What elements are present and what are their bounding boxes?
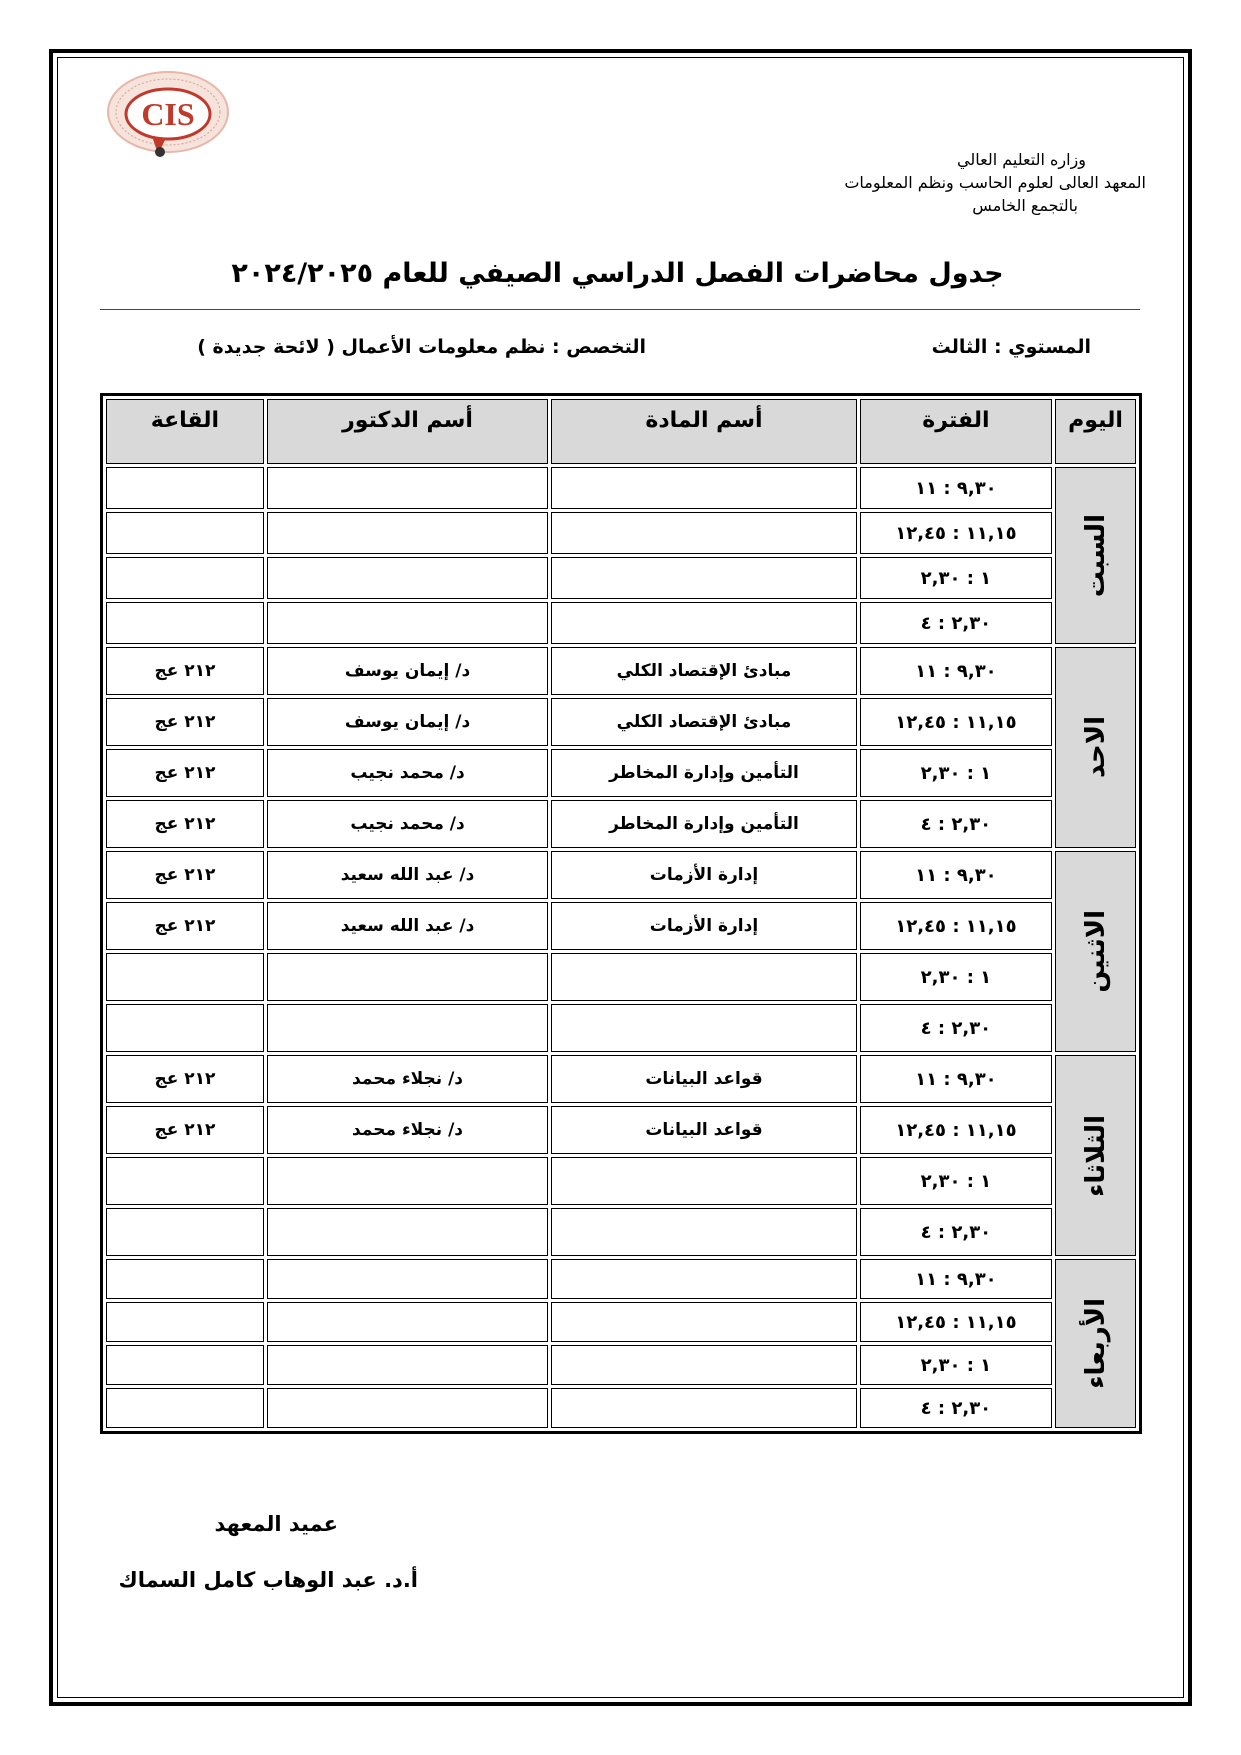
- period-cell: ١ : ٢,٣٠: [860, 1345, 1052, 1385]
- subject-cell: [551, 953, 857, 1001]
- room-cell: [106, 1004, 264, 1052]
- table-row: [106, 1388, 1136, 1428]
- doctor-cell: [267, 1259, 548, 1299]
- subject-cell: [551, 1388, 857, 1428]
- subject-cell: التأمين وإدارة المخاطر: [551, 749, 857, 797]
- room-cell: ٢١٢ عج: [106, 1106, 264, 1154]
- table-row: [106, 467, 1136, 509]
- room-cell: [106, 512, 264, 554]
- level-label: المستوي : الثالث: [931, 336, 1091, 358]
- signature-title: عميد المعهد: [214, 1512, 338, 1536]
- period-cell: ١١,١٥ : ١٢,٤٥: [860, 1106, 1052, 1154]
- period-cell: ٩,٣٠ : ١١: [860, 467, 1052, 509]
- day-label: الثلاثاء: [1080, 1114, 1111, 1197]
- subject-cell: [551, 512, 857, 554]
- subject-cell: [551, 467, 857, 509]
- subject-cell: [551, 1345, 857, 1385]
- room-cell: [106, 602, 264, 644]
- room-cell: ٢١٢ عج: [106, 749, 264, 797]
- page-title: جدول محاضرات الفصل الدراسي الصيفي للعام ٢٠٢٤/٢٠٢٥: [231, 258, 1004, 289]
- doctor-cell: د/ محمد نجيب: [267, 749, 548, 797]
- doctor-cell: [267, 1157, 548, 1205]
- table-row: [106, 557, 1136, 599]
- table-row: [106, 1302, 1136, 1342]
- room-cell: ٢١٢ عج: [106, 800, 264, 848]
- room-cell: [106, 1259, 264, 1299]
- day-group: [106, 467, 1136, 644]
- doctor-cell: د/ عبد الله سعيد: [267, 902, 548, 950]
- subject-cell: إدارة الأزمات: [551, 851, 857, 899]
- day-label: السبت: [1080, 513, 1111, 598]
- subject-cell: [551, 1004, 857, 1052]
- table-row: [106, 749, 1136, 797]
- doctor-cell: [267, 512, 548, 554]
- period-cell: ١ : ٢,٣٠: [860, 953, 1052, 1001]
- period-cell: ٢,٣٠ : ٤: [860, 1388, 1052, 1428]
- subject-cell: مبادئ الإقتصاد الكلي: [551, 647, 857, 695]
- room-cell: ٢١٢ عج: [106, 851, 264, 899]
- room-cell: [106, 1345, 264, 1385]
- table-row: [106, 1157, 1136, 1205]
- subject-cell: [551, 1302, 857, 1342]
- doctor-cell: [267, 467, 548, 509]
- room-cell: [106, 1208, 264, 1256]
- header-room: القاعة: [106, 399, 264, 464]
- doctor-cell: د/ عبد الله سعيد: [267, 851, 548, 899]
- subject-cell: [551, 1157, 857, 1205]
- room-cell: [106, 953, 264, 1001]
- period-cell: ١١,١٥ : ١٢,٤٥: [860, 698, 1052, 746]
- period-cell: ١١,١٥ : ١٢,٤٥: [860, 512, 1052, 554]
- subject-cell: [551, 602, 857, 644]
- institute-logo: [92, 62, 240, 174]
- subject-cell: [551, 1208, 857, 1256]
- day-label: الأربعاء: [1080, 1298, 1111, 1389]
- table-row: [106, 953, 1136, 1001]
- table-row: [106, 647, 1136, 695]
- period-cell: ٢,٣٠ : ٤: [860, 1208, 1052, 1256]
- page-title-wrap: [0, 258, 1241, 289]
- table-row: [106, 851, 1136, 899]
- room-cell: ٢١٢ عج: [106, 902, 264, 950]
- period-cell: ٩,٣٠ : ١١: [860, 851, 1052, 899]
- day-group: [106, 1055, 1136, 1256]
- table-row: [106, 800, 1136, 848]
- location-line: بالتجمع الخامس: [972, 196, 1078, 215]
- schedule-table: [100, 393, 1142, 1434]
- subject-cell: مبادئ الإقتصاد الكلي: [551, 698, 857, 746]
- period-cell: ٢,٣٠ : ٤: [860, 602, 1052, 644]
- room-cell: [106, 1388, 264, 1428]
- period-cell: ٩,٣٠ : ١١: [860, 1055, 1052, 1103]
- header-day: اليوم: [1055, 399, 1136, 464]
- period-cell: ٩,٣٠ : ١١: [860, 647, 1052, 695]
- header-period: الفترة: [860, 399, 1052, 464]
- period-cell: ١ : ٢,٣٠: [860, 749, 1052, 797]
- day-group: [106, 1259, 1136, 1428]
- doctor-cell: د/ نجلاء محمد: [267, 1055, 548, 1103]
- header-subject: أسم المادة: [551, 399, 857, 464]
- subject-cell: التأمين وإدارة المخاطر: [551, 800, 857, 848]
- title-divider: [100, 309, 1140, 310]
- day-cell: [1055, 1259, 1136, 1428]
- period-cell: ١ : ٢,٣٠: [860, 1157, 1052, 1205]
- period-cell: ١ : ٢,٣٠: [860, 557, 1052, 599]
- doctor-cell: [267, 953, 548, 1001]
- room-cell: [106, 1157, 264, 1205]
- period-cell: ٢,٣٠ : ٤: [860, 800, 1052, 848]
- specialization-label: التخصص : نظم معلومات الأعمال ( لائحة جديدة ): [197, 336, 646, 358]
- table-row: [106, 1208, 1136, 1256]
- doctor-cell: د/ محمد نجيب: [267, 800, 548, 848]
- institute-line: المعهد العالى لعلوم الحاسب ونظم المعلومات: [844, 173, 1146, 192]
- table-row: [106, 1259, 1136, 1299]
- subject-cell: قواعد البيانات: [551, 1055, 857, 1103]
- doctor-cell: [267, 1302, 548, 1342]
- table-row: [106, 1004, 1136, 1052]
- ministry-header: [844, 148, 1146, 217]
- room-cell: ٢١٢ عج: [106, 1055, 264, 1103]
- day-cell: [1055, 467, 1136, 644]
- table-row: [106, 512, 1136, 554]
- svg-text:CIS: CIS: [141, 96, 195, 132]
- table-row: [106, 902, 1136, 950]
- doctor-cell: [267, 1004, 548, 1052]
- subject-cell: [551, 1259, 857, 1299]
- period-cell: ١١,١٥ : ١٢,٤٥: [860, 902, 1052, 950]
- table-row: [106, 1345, 1136, 1385]
- day-group: [106, 647, 1136, 848]
- doctor-cell: د/ إيمان يوسف: [267, 647, 548, 695]
- table-row: [106, 602, 1136, 644]
- subject-cell: قواعد البيانات: [551, 1106, 857, 1154]
- doctor-cell: [267, 1208, 548, 1256]
- day-label: الاثنين: [1080, 910, 1111, 993]
- doctor-cell: [267, 1345, 548, 1385]
- signature-name: أ.د. عبد الوهاب كامل السماك: [118, 1568, 418, 1592]
- doctor-cell: د/ نجلاء محمد: [267, 1106, 548, 1154]
- day-cell: [1055, 851, 1136, 1052]
- doctor-cell: [267, 557, 548, 599]
- room-cell: [106, 1302, 264, 1342]
- day-label: الاحد: [1080, 716, 1111, 779]
- doctor-cell: [267, 602, 548, 644]
- ministry-line: وزاره التعليم العالي: [957, 150, 1086, 169]
- day-group: [106, 851, 1136, 1052]
- table-header-row: [106, 399, 1136, 464]
- table-row: [106, 698, 1136, 746]
- doctor-cell: د/ إيمان يوسف: [267, 698, 548, 746]
- period-cell: ٩,٣٠ : ١١: [860, 1259, 1052, 1299]
- header-doctor: أسم الدكتور: [267, 399, 548, 464]
- room-cell: [106, 557, 264, 599]
- table-row: [106, 1055, 1136, 1103]
- subject-cell: [551, 557, 857, 599]
- day-cell: [1055, 647, 1136, 848]
- subject-cell: إدارة الأزمات: [551, 902, 857, 950]
- period-cell: ٢,٣٠ : ٤: [860, 1004, 1052, 1052]
- table-row: [106, 1106, 1136, 1154]
- room-cell: ٢١٢ عج: [106, 698, 264, 746]
- room-cell: [106, 467, 264, 509]
- room-cell: ٢١٢ عج: [106, 647, 264, 695]
- day-cell: [1055, 1055, 1136, 1256]
- doctor-cell: [267, 1388, 548, 1428]
- period-cell: ١١,١٥ : ١٢,٤٥: [860, 1302, 1052, 1342]
